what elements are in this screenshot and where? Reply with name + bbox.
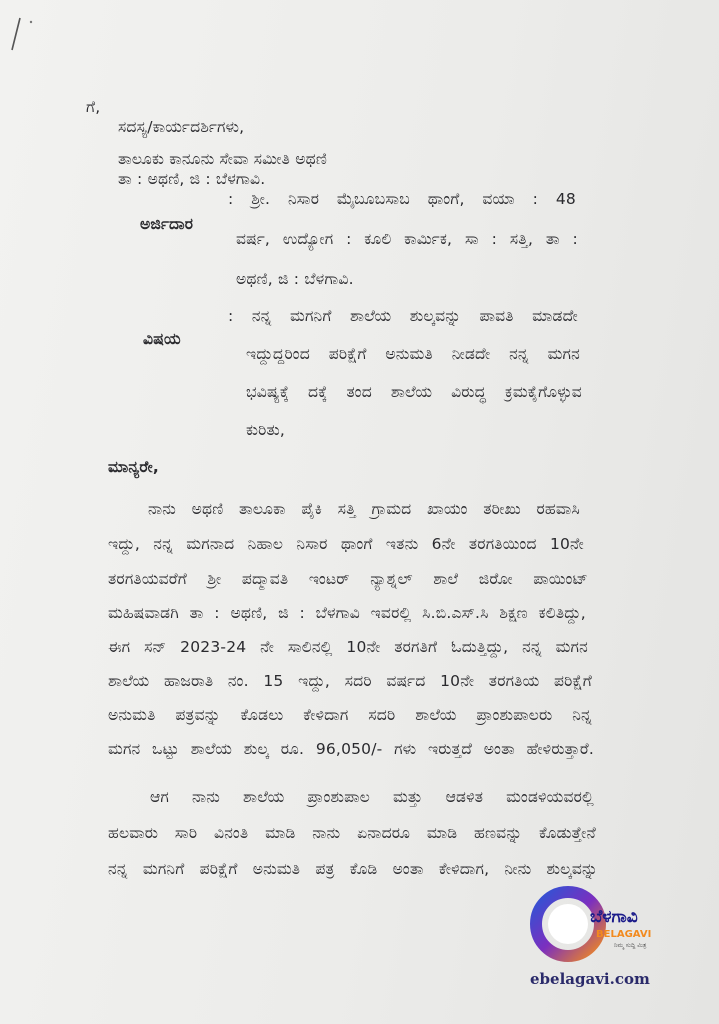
word: ಅಂತಾ: [483, 740, 515, 758]
word: ಮಹಿಷವಾಡಗಿ: [108, 604, 179, 622]
word: ಸದರಿ: [368, 706, 396, 724]
word: ತಾಲೂಕಾ: [239, 500, 286, 518]
word: ಏನಾದರೂ: [357, 824, 411, 842]
word: ಕೇಳಿದಾಗ: [303, 706, 349, 724]
word: ಕ್ರಮಕೈಗೊಳ್ಳುವ: [505, 383, 582, 401]
word: ಸಾಲಿನಲ್ಲಿ: [287, 638, 333, 656]
word: ಒಟ್ಟು: [152, 740, 180, 758]
word: ವಯಾ: [482, 190, 515, 208]
word: ಶಾಲೆಯ: [108, 672, 150, 690]
word: ಪರಿಕ್ಷೆಗೆ: [554, 672, 592, 690]
word: ಕಲಿತಿದ್ದು,: [538, 604, 586, 622]
word: ಭವಿಷ್ಯಕ್ಕೆ: [246, 383, 290, 401]
pen-mark: [6, 14, 36, 54]
subject-line-4: ಕುರಿತು,: [246, 421, 285, 439]
word: ಸದರಿ: [344, 672, 372, 690]
word: ಶಾಲೆಯ: [190, 740, 233, 758]
paragraph-1-line-2: [108, 535, 584, 554]
word: :: [214, 604, 220, 622]
word: :: [532, 190, 539, 208]
paragraph-2-line-1: [150, 788, 594, 807]
word: :: [228, 307, 234, 325]
paragraph-1-line-5: [108, 638, 588, 657]
recipient-line-1: ಸದಸ್ಯ/ಕಾರ್ಯದರ್ಶಿಗಳು,: [118, 118, 245, 136]
ebelagavi-logo: [530, 880, 690, 970]
word: ಪ್ರಾಂಶುಪಾಲ: [307, 788, 370, 806]
word: ವರ್ಷದ: [386, 672, 426, 690]
word: ಕೂಲಿ: [364, 230, 392, 248]
word: ಈಗ: [108, 638, 131, 656]
word: ನನ್ನ: [522, 638, 542, 656]
applicant-label: ಅರ್ಜಿದಾರ: [140, 215, 194, 233]
word: ತರಗತಿಯವರೆಗೆ: [108, 570, 187, 588]
word: ಮಗನಿಗೆ: [142, 860, 185, 878]
word: ನಿನ್ನ: [572, 706, 592, 724]
word: ಇದ್ದು,: [298, 672, 331, 690]
subject-label: ವಿಷಯ: [143, 330, 181, 348]
word: ಓದುತ್ತಿದ್ದು,: [451, 638, 509, 656]
word: ಅಥಣಿ,: [230, 604, 268, 622]
word: ನನ್ನ: [509, 345, 529, 363]
word: ಶುಲ್ಕ: [243, 740, 270, 758]
word: ಮಗನಾದ: [186, 535, 235, 553]
word: ಶಾಲೆಯ: [350, 307, 392, 325]
applicant-line-2: [236, 230, 578, 249]
word: ಹೇಳಿರುತ್ತಾರೆ.: [526, 740, 594, 758]
paragraph-1-line-8: [108, 740, 594, 759]
word: ಬೆಳಗಾವಿ: [315, 604, 360, 622]
word: ನನ್ನ: [251, 307, 272, 325]
word: ಕೊಡುತ್ತೇನೆ: [538, 824, 596, 842]
word: 10ನೇ: [440, 672, 475, 690]
word: ಇಂಟರ್: [308, 570, 350, 588]
word: :: [228, 190, 234, 208]
word: 10ನೇ: [346, 638, 381, 656]
word: ವಿನಂತಿ: [214, 824, 249, 842]
word: 48: [555, 190, 576, 208]
word: ಕೊಡಲು: [240, 706, 284, 724]
word: ಹಲವಾರು: [108, 824, 159, 842]
word: ಶಾಲೆ: [433, 570, 459, 588]
word: ನಂ.: [227, 672, 249, 690]
word: ಇವರಲ್ಲಿ: [370, 604, 412, 622]
word: ಖಾಯಂ: [427, 500, 468, 518]
subject-line-2: [246, 345, 580, 364]
word: ತರಗತಿಯ: [488, 672, 540, 690]
word: ಪರಿಕ್ಷೆಗೆ: [328, 345, 367, 363]
paragraph-1-line-1: [148, 500, 580, 519]
logo-tagline: ನಿಮ್ಮ ಸುದ್ದಿ ಮಿತ್ರ: [614, 942, 647, 949]
word: ನ್ಯಾಶ್ನಲ್: [370, 570, 413, 588]
word: ತಾ: [545, 230, 560, 248]
word: ನಿಸಾರ: [296, 535, 328, 553]
word: ಉದ್ಯೋಗ: [282, 230, 334, 248]
word: ದಕ್ಕೆ: [308, 383, 328, 401]
word: ಜಿ: [278, 604, 289, 622]
paragraph-1-line-3: [108, 570, 588, 589]
word: ನಾನು: [192, 788, 221, 806]
subject-line-3: [246, 383, 582, 402]
word: ಮಗನ: [555, 638, 588, 656]
word: ಸಾರಿ: [174, 824, 198, 842]
word: ಪಾಯಿಂಟ್: [533, 570, 588, 588]
word: 6ನೇ: [431, 535, 456, 553]
word: ವರ್ಷ,: [236, 230, 271, 248]
word: ನಿಸಾರ: [287, 190, 320, 208]
word: :: [491, 230, 498, 248]
word: ಶಾಲೆಯ: [415, 706, 457, 724]
word: ಸನ್: [144, 638, 167, 656]
word: ಮಗನ: [108, 740, 141, 758]
word: ಜಿರೋ: [478, 570, 513, 588]
word: ಪತ್ರ: [315, 860, 335, 878]
word: ಮಾಡದೇ: [532, 307, 578, 325]
word: ಮಗನ: [547, 345, 580, 363]
word: ಅನುಮತಿ: [252, 860, 301, 878]
word: ಗ್ರಾಮದ: [371, 500, 412, 518]
word: :: [346, 230, 352, 248]
word: ಸತ್ತಿ,: [509, 230, 534, 248]
word: ಇದ್ದುದ್ದರಿಂದ: [246, 345, 310, 363]
word: ನನ್ನ: [108, 860, 128, 878]
word: :: [572, 230, 578, 248]
word: ಮೈಬೂಬಸಾಬ: [336, 190, 410, 208]
word: ಮಾಡಿ: [426, 824, 458, 842]
word: ತರೀಖು: [483, 500, 521, 518]
word: ತಂದ: [346, 383, 372, 401]
word: ರೂ.: [280, 740, 305, 758]
word: ತಾ: [189, 604, 204, 622]
word: ಸಿ.ಬಿ.ಎಸ್.ಸಿ: [422, 604, 489, 622]
word: 2023-24: [180, 638, 247, 656]
applicant-line-3: ಅಥಣಿ, ಜಿ : ಬೆಳಗಾವಿ.: [236, 270, 354, 288]
word: ವಿರುದ್ಧ: [451, 383, 487, 401]
word: 15: [263, 672, 284, 690]
word: ಇರುತ್ತದೆ: [427, 740, 473, 758]
logo-english-text: BELAGAVI: [596, 929, 652, 940]
word: ಹಾಜರಾತಿ: [163, 672, 214, 690]
subject-line-1: [228, 307, 578, 326]
word: ಶ್ರೀ: [207, 570, 222, 588]
word: 96,050/-: [315, 740, 383, 758]
word: ಮತ್ತು: [392, 788, 423, 806]
paragraph-2-line-2: [108, 824, 596, 843]
word: ಮಂಡಳಿಯವರಲ್ಲಿ: [506, 788, 594, 806]
watermark-url: ebelagavi.com: [530, 970, 650, 988]
recipient-line-3: ತಾ : ಅಥಣಿ, ಜಿ : ಬೆಳಗಾವಿ.: [118, 170, 266, 188]
word: ಪೈಕಿ: [301, 500, 323, 518]
word: ಅಂತಾ: [392, 860, 424, 878]
word: ಕೊಡಿ: [349, 860, 378, 878]
word: ಥಾಂಗೆ: [340, 535, 373, 553]
word: ಆಗ: [150, 788, 170, 806]
word: ನೀಡದೇ: [451, 345, 491, 363]
salutation: ಮಾನ್ಯರೇ,: [108, 458, 159, 476]
paragraph-2-line-3: [108, 860, 598, 879]
word: ಕೇಳಿದಾಗ,: [438, 860, 490, 878]
word: ಸಾ: [464, 230, 479, 248]
word: ಇತನು: [385, 535, 419, 553]
word: ಮಾಡಿ: [265, 824, 296, 842]
word: ನಿಹಾಲ: [247, 535, 284, 553]
recipient-to: ಗೆ,: [86, 98, 101, 116]
recipient-line-2: ತಾಲೂಕು ಕಾನೂನು ಸೇವಾ ಸಮೀತಿ ಅಥಣಿ: [118, 150, 327, 168]
word: ತರಗತಿಗೆ: [394, 638, 438, 656]
word: ಅನುಮತಿ: [108, 706, 156, 724]
word: ಪರಿಕ್ಷೆಗೆ: [199, 860, 238, 878]
word: ಶುಲ್ಕವನ್ನು: [409, 307, 462, 325]
word: ನೀನು: [504, 860, 532, 878]
word: ನನ್ನ: [153, 535, 173, 553]
word: ಇದ್ದು,: [108, 535, 140, 553]
word: ತರಗತಿಯಿಂದ: [468, 535, 537, 553]
word: ಹಣವನ್ನು: [474, 824, 523, 842]
logo-kannada-text: ಬೆಳಗಾವಿ: [590, 907, 638, 927]
word: ರಹವಾಸಿ: [536, 500, 580, 518]
word: ಪಾವತಿ: [479, 307, 514, 325]
word: ಅನುಮತಿ: [385, 345, 433, 363]
word: ಶಾಲೆಯ: [390, 383, 433, 401]
applicant-line-1: [228, 190, 576, 209]
word: ಮಗನಿಗೆ: [290, 307, 332, 325]
word: 10ನೇ: [549, 535, 584, 553]
paragraph-1-line-6: [108, 672, 592, 691]
word: ಅಥಣಿ: [191, 500, 224, 518]
word: ಶಿಕ್ಷಣ: [499, 604, 528, 622]
paragraph-1-line-7: [108, 706, 592, 725]
word: ಸತ್ತಿ: [337, 500, 356, 518]
word: ಪತ್ರವನ್ನು: [175, 706, 221, 724]
word: ನಾನು: [148, 500, 177, 518]
word: ಪ್ರಾಂಶುಪಾಲರು: [476, 706, 553, 724]
word: ಕಾರ್ಮಿಕ,: [404, 230, 453, 248]
word: ಶಾಲೆಯ: [243, 788, 285, 806]
word: ಥಾಂಗೆ,: [427, 190, 465, 208]
word: :: [299, 604, 305, 622]
paragraph-1-line-4: [108, 604, 586, 623]
word: ಶ್ರೀ.: [251, 190, 271, 208]
word: ಪದ್ಮಾವತಿ: [241, 570, 289, 588]
word: ನಾನು: [312, 824, 341, 842]
word: ನೇ: [260, 638, 275, 656]
word: ಆಡಳಿತ: [445, 788, 484, 806]
ebelagavi-watermark: [530, 880, 690, 995]
word: ಶುಲ್ಕವನ್ನು: [546, 860, 598, 878]
word: ಗಳು: [394, 740, 417, 758]
